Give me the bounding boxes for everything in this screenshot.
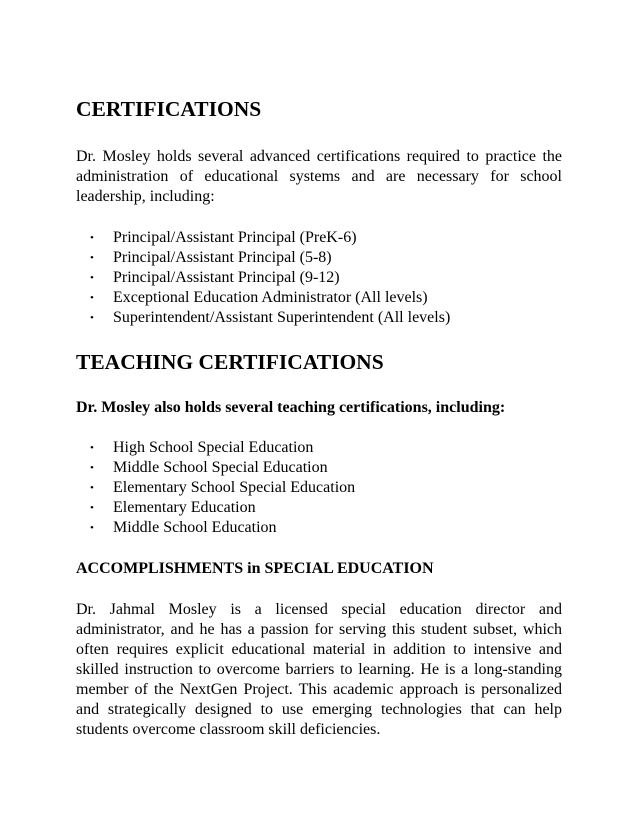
teaching-certifications-heading: TEACHING CERTIFICATIONS bbox=[76, 350, 384, 374]
list-item: • Superintendent/Assistant Superintendent (All levels) bbox=[90, 309, 451, 326]
list-item: • Elementary School Special Education bbox=[90, 479, 356, 496]
certifications-intro: Dr. Mosley holds several advanced certifications required to practice the administration of educational systems and are necessary for school leadership, including: bbox=[76, 148, 562, 205]
bullet-icon: • bbox=[90, 252, 94, 264]
list-item: • Principal/Assistant Principal (PreK-6) bbox=[90, 229, 357, 246]
bullet-icon: • bbox=[90, 232, 94, 244]
accomplishments-heading: ACCOMPLISHMENTS in SPECIAL EDUCATION bbox=[76, 560, 434, 577]
teaching-certifications-list bbox=[76, 438, 355, 538]
list-item: • Middle School Education bbox=[90, 519, 277, 536]
bullet-icon: • bbox=[90, 442, 94, 454]
bullet-icon: • bbox=[90, 292, 94, 304]
bullet-icon: • bbox=[90, 522, 94, 534]
bullet-icon: • bbox=[90, 272, 94, 284]
bullet-icon: • bbox=[90, 502, 94, 514]
teaching-certifications-intro: Dr. Mosley also holds several teaching certifications, including: bbox=[76, 399, 506, 416]
certifications-list bbox=[76, 228, 450, 328]
bullet-icon: • bbox=[90, 312, 94, 324]
bullet-icon: • bbox=[90, 482, 94, 494]
list-item: • Principal/Assistant Principal (9-12) bbox=[90, 269, 340, 286]
certifications-heading: CERTIFICATIONS bbox=[76, 97, 262, 121]
accomplishments-body: Dr. Jahmal Mosley is a licensed special education director and administrator, and he has a passion for serving this student subset, which often requires explicit educational material in addition to intensive and skilled instruction to overcome barriers to learning. He is a long-standing member of the NextGen Project. This academic approach is personalized and strategically designed to use emerging technologies that can help students overcome classroom skill deficiencies. bbox=[76, 601, 562, 738]
list-item: • Exceptional Education Administrator (All levels) bbox=[90, 289, 428, 306]
bullet-icon: • bbox=[90, 462, 94, 474]
list-item: • Elementary Education bbox=[90, 499, 256, 516]
list-item: • Principal/Assistant Principal (5-8) bbox=[90, 249, 332, 266]
list-item: • Middle School Special Education bbox=[90, 459, 328, 476]
list-item: • High School Special Education bbox=[90, 439, 314, 456]
